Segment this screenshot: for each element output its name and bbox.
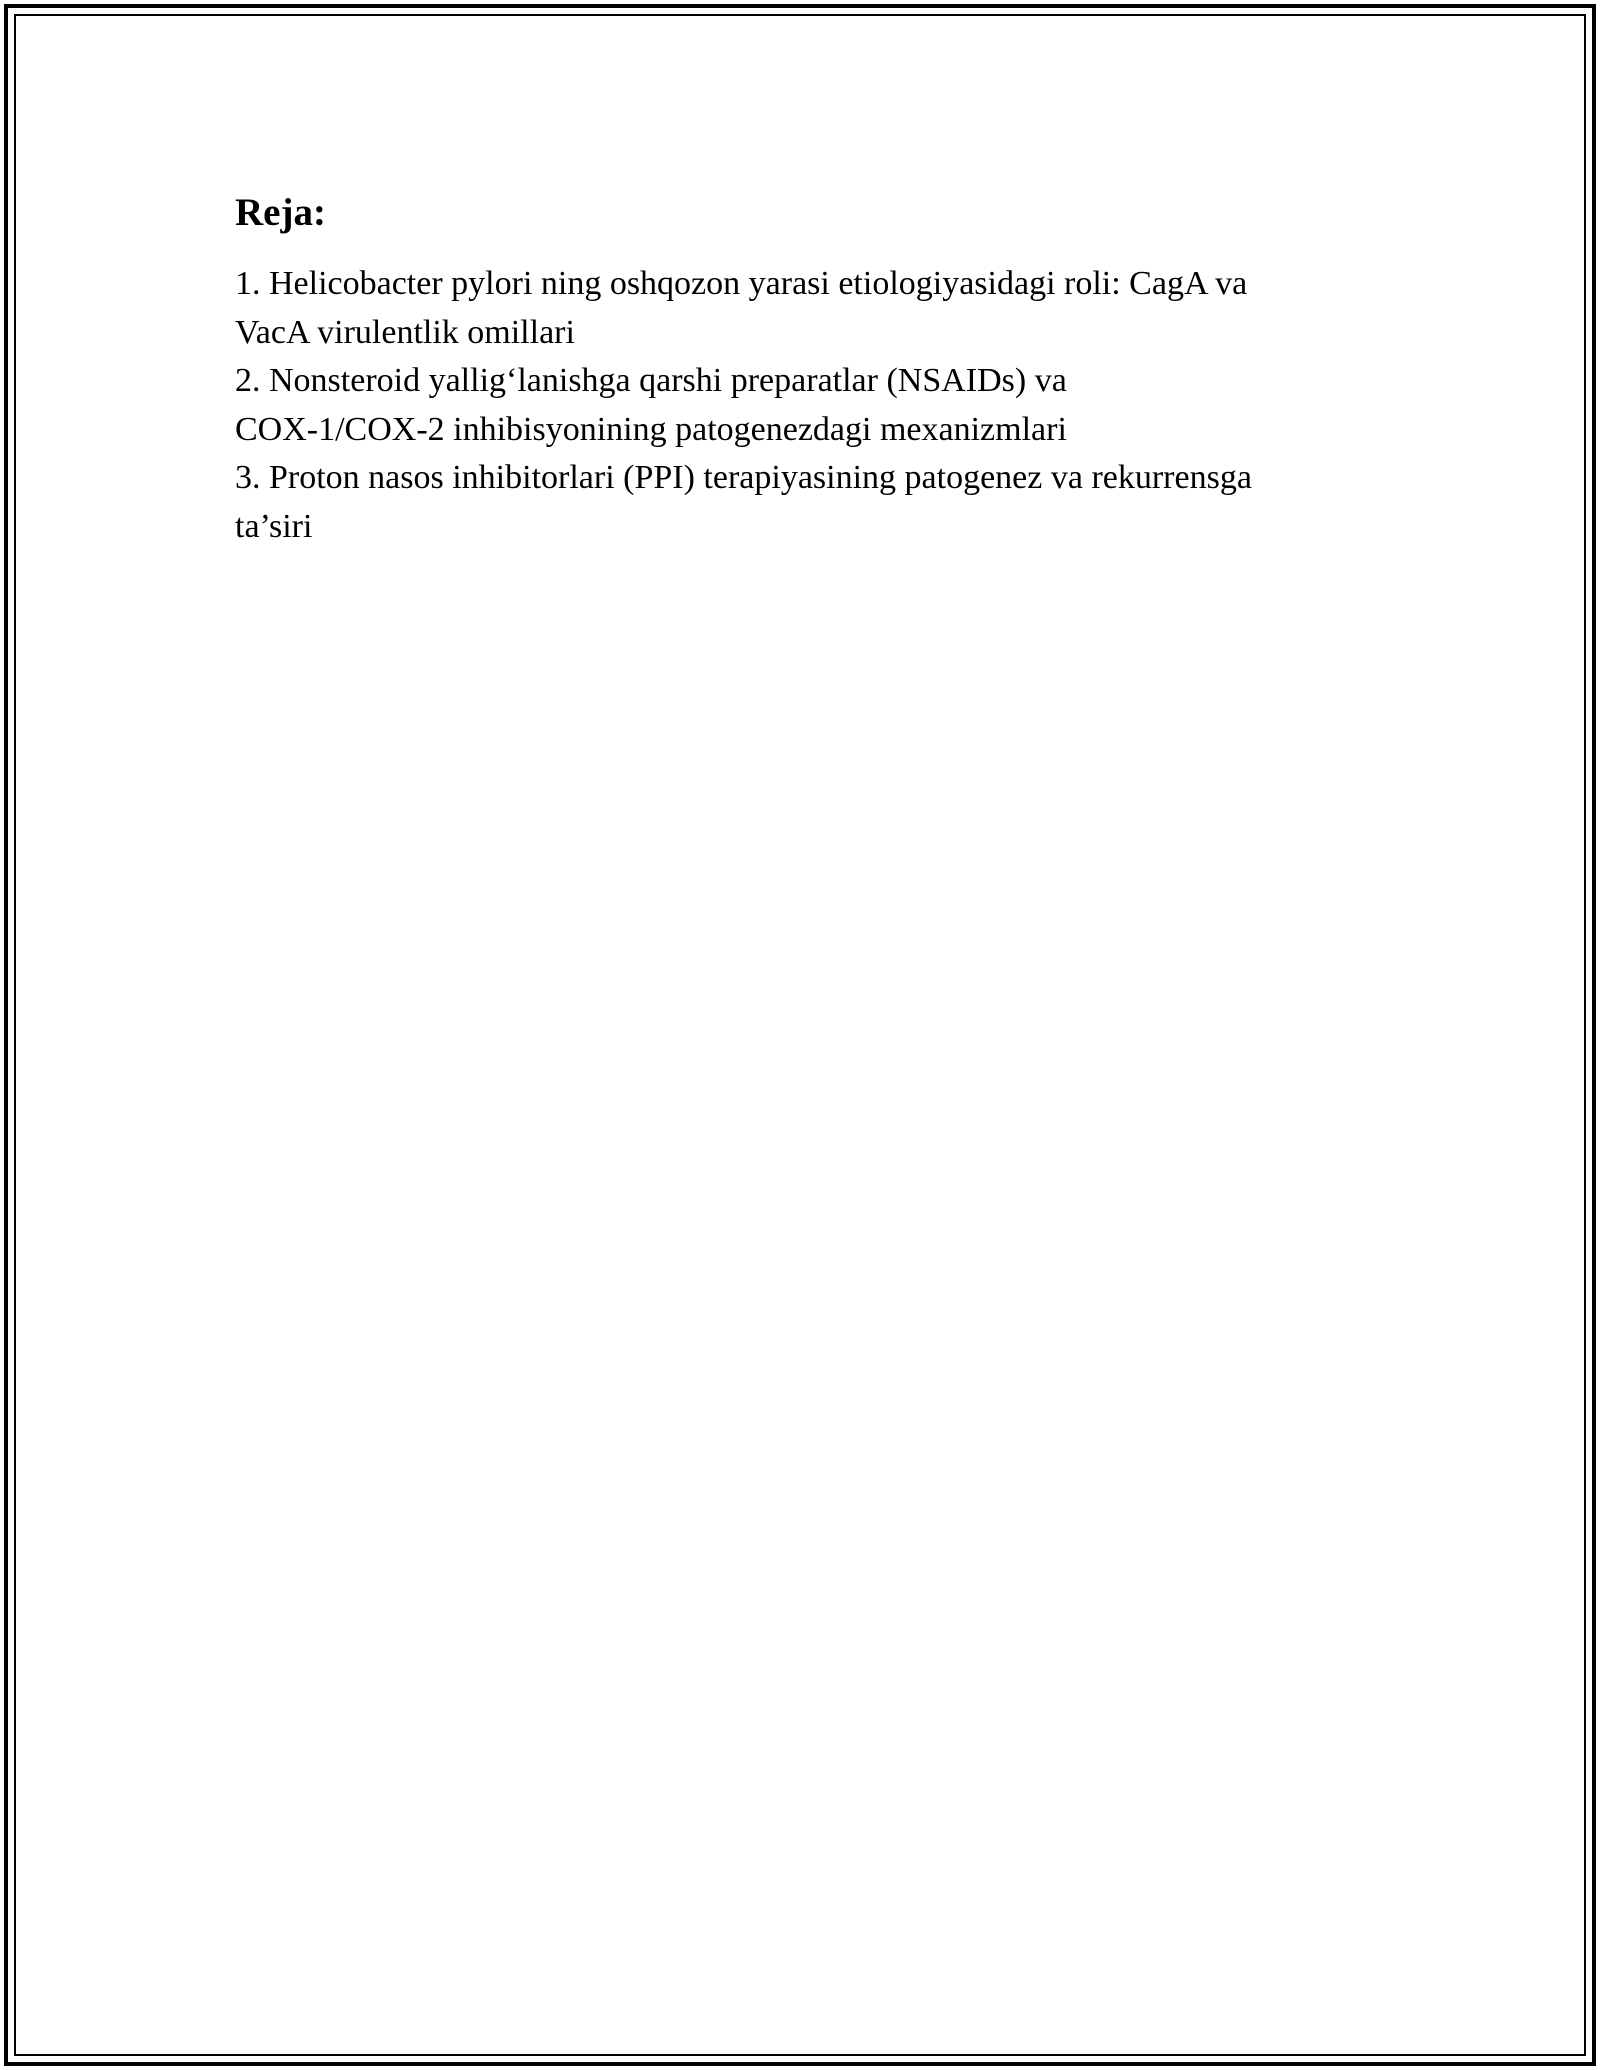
plan-item-3-line-1: 3. Proton nasos inhibitorlari (PPI) terapiyasining patogenez va rekurrensga [235,459,1252,496]
plan-item-2 [235,357,1375,454]
plan-item-1-line-1: 1. Helicobacter pylori ning oshqozon yarasi etiologiyasidagi roli: CagA va [235,265,1248,302]
document-body [235,186,1375,551]
plan-item-3 [235,454,1375,551]
plan-item-2-line-2: COX-1/COX-2 inhibisyonining patogenezdagi mexanizmlari [235,410,1067,448]
plan-list [235,260,1375,551]
plan-item-2-line-1: 2. Nonsteroid yallig‘lanishga qarshi preparatlar (NSAIDs) va [235,362,1067,399]
plan-item-3-line-2: ta’siri [235,507,313,545]
plan-heading: Reja: [235,191,326,234]
plan-item-1 [235,260,1375,357]
plan-item-1-line-2: VacA virulentlik omillari [235,313,575,351]
